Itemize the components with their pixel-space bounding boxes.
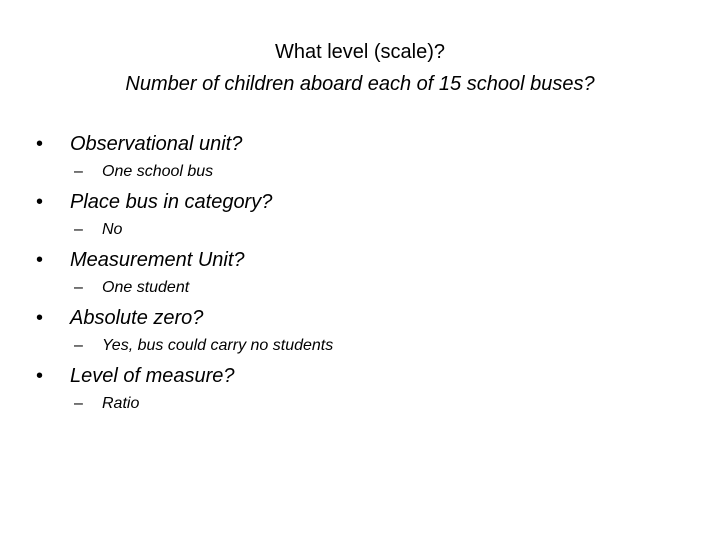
sub-answer: Yes, bus could carry no students [102, 337, 334, 354]
sub-answer: No [102, 221, 123, 238]
sub-answer: Ratio [102, 395, 140, 412]
bullet-question: Place bus in category? [70, 191, 273, 213]
bullet-icon: • [36, 365, 44, 387]
sub-item-level-of-measure [74, 394, 139, 414]
dash-icon: – [74, 279, 83, 296]
bullet-icon: • [36, 307, 44, 329]
sub-item-place-in-category [74, 220, 122, 240]
bullet-item-absolute-zero [36, 306, 203, 330]
bullet-item-place-in-category [36, 190, 272, 214]
slide-subtitle: Number of children aboard each of 15 school buses? [125, 73, 595, 95]
sub-answer: One student [102, 279, 190, 296]
dash-icon: – [74, 221, 83, 238]
bullet-icon: • [36, 133, 44, 155]
dash-icon: – [74, 337, 83, 354]
dash-icon: – [74, 395, 83, 412]
bullet-question: Measurement Unit? [70, 249, 245, 271]
slide-title: What level (scale)? [274, 41, 446, 63]
dash-icon: – [74, 163, 83, 180]
sub-item-measurement-unit [74, 278, 189, 298]
sub-item-observational-unit [74, 162, 213, 182]
bullet-item-measurement-unit [36, 248, 245, 272]
bullet-icon: • [36, 191, 44, 213]
bullet-question: Absolute zero? [70, 307, 204, 329]
sub-item-absolute-zero [74, 336, 333, 356]
bullet-question: Level of measure? [70, 365, 235, 387]
bullet-question: Observational unit? [70, 133, 243, 155]
bullet-item-level-of-measure [36, 364, 235, 388]
bullet-item-observational-unit [36, 132, 242, 156]
sub-answer: One school bus [102, 163, 214, 180]
bullet-icon: • [36, 249, 44, 271]
